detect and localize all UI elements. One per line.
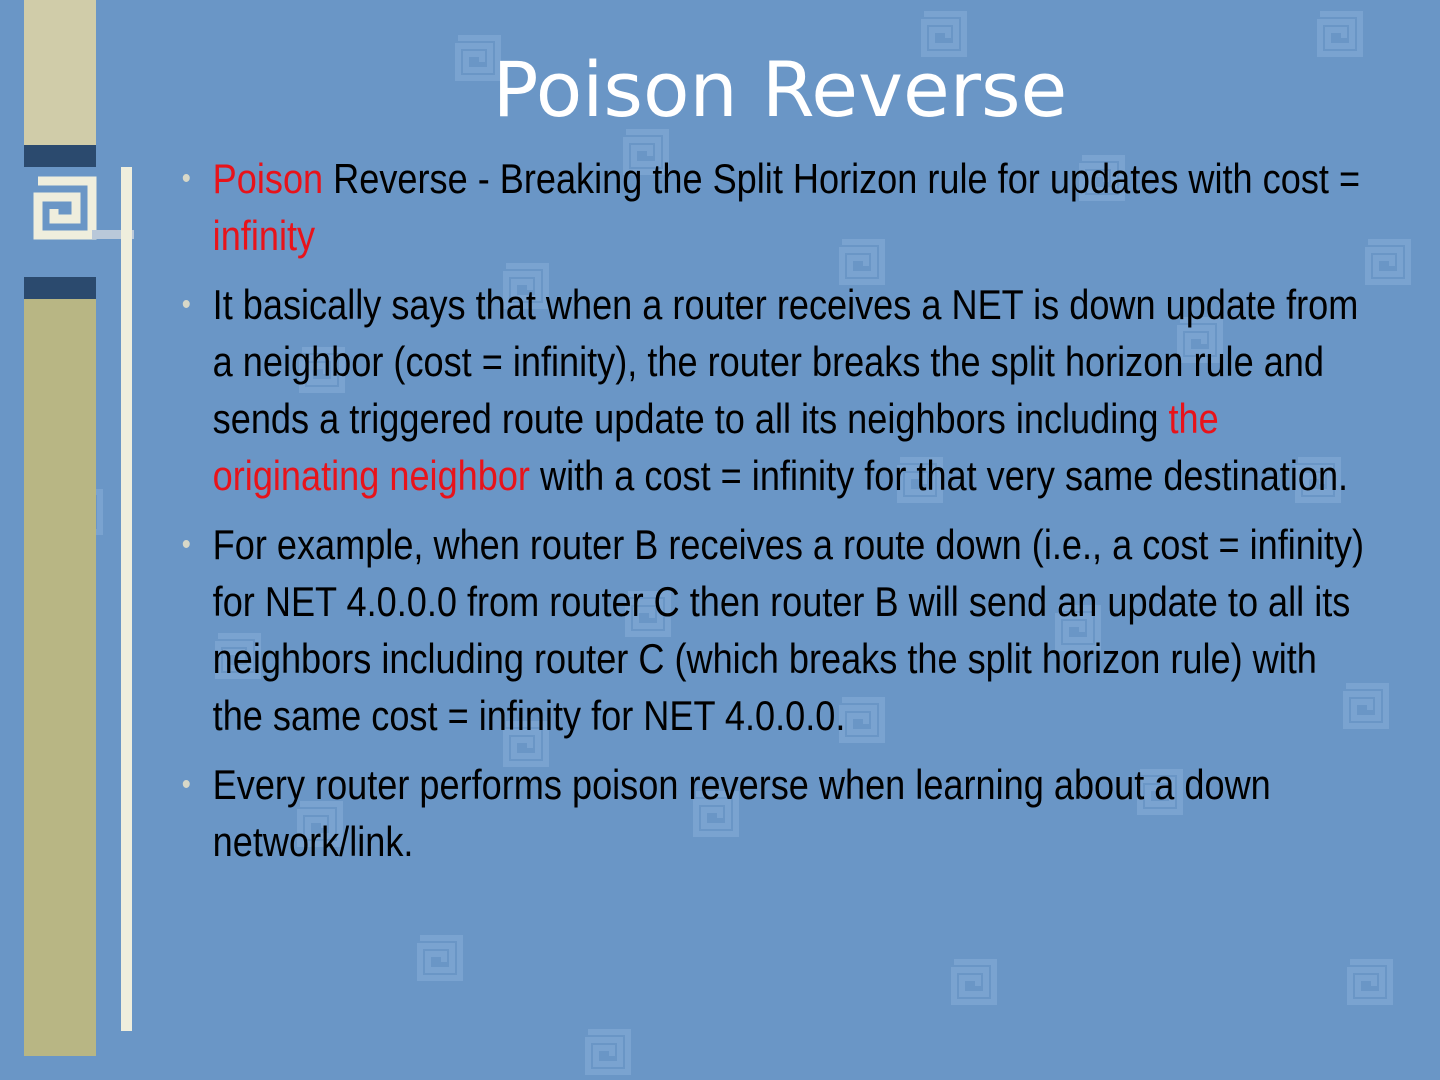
side-bar-top (24, 0, 96, 145)
bullet-list (180, 150, 1380, 882)
side-vertical-line (121, 167, 132, 1031)
bullet-item (180, 756, 1374, 870)
slide-title: Poison Reverse (492, 45, 1068, 134)
bullet-item (180, 276, 1374, 504)
greek-key-ornament (24, 167, 134, 277)
bullet-item (180, 516, 1374, 744)
bullet-dot-icon: • (181, 162, 191, 195)
bullet-text: with a cost = infinity for that very same destination. (529, 452, 1349, 499)
bullet-text: It basically says that when a router receives a NET is down update from a neighbor (cost = infinity), the router breaks the split horizon rule and sends a triggered route update to all its neighbors including (212, 281, 1359, 442)
bullet-dot-icon: • (181, 768, 191, 801)
bullet-item (180, 150, 1374, 264)
highlighted-text: the originating neighbor (212, 395, 1219, 499)
bullet-text: Reverse - Breaking the Split Horizon rule for updates with cost = (323, 155, 1361, 202)
highlighted-text: infinity (212, 212, 316, 259)
side-bar-bottom (24, 299, 96, 1056)
bullet-text: For example, when router B receives a route down (i.e., a cost = infinity) for NET 4.0.0.0 from router C then router B will send an update to all its neighbors including router C (which breaks the split horizon rule) with the same cost = infinity for NET 4.0.0.0. (212, 521, 1365, 739)
bullet-text: Every router performs poison reverse when learning about a down network/link. (212, 761, 1271, 865)
bullet-dot-icon: • (181, 288, 191, 321)
side-bar-stripe (24, 145, 96, 167)
side-bar-stripe (24, 277, 96, 299)
bullet-dot-icon: • (181, 528, 191, 561)
highlighted-text: Poison (212, 155, 324, 202)
